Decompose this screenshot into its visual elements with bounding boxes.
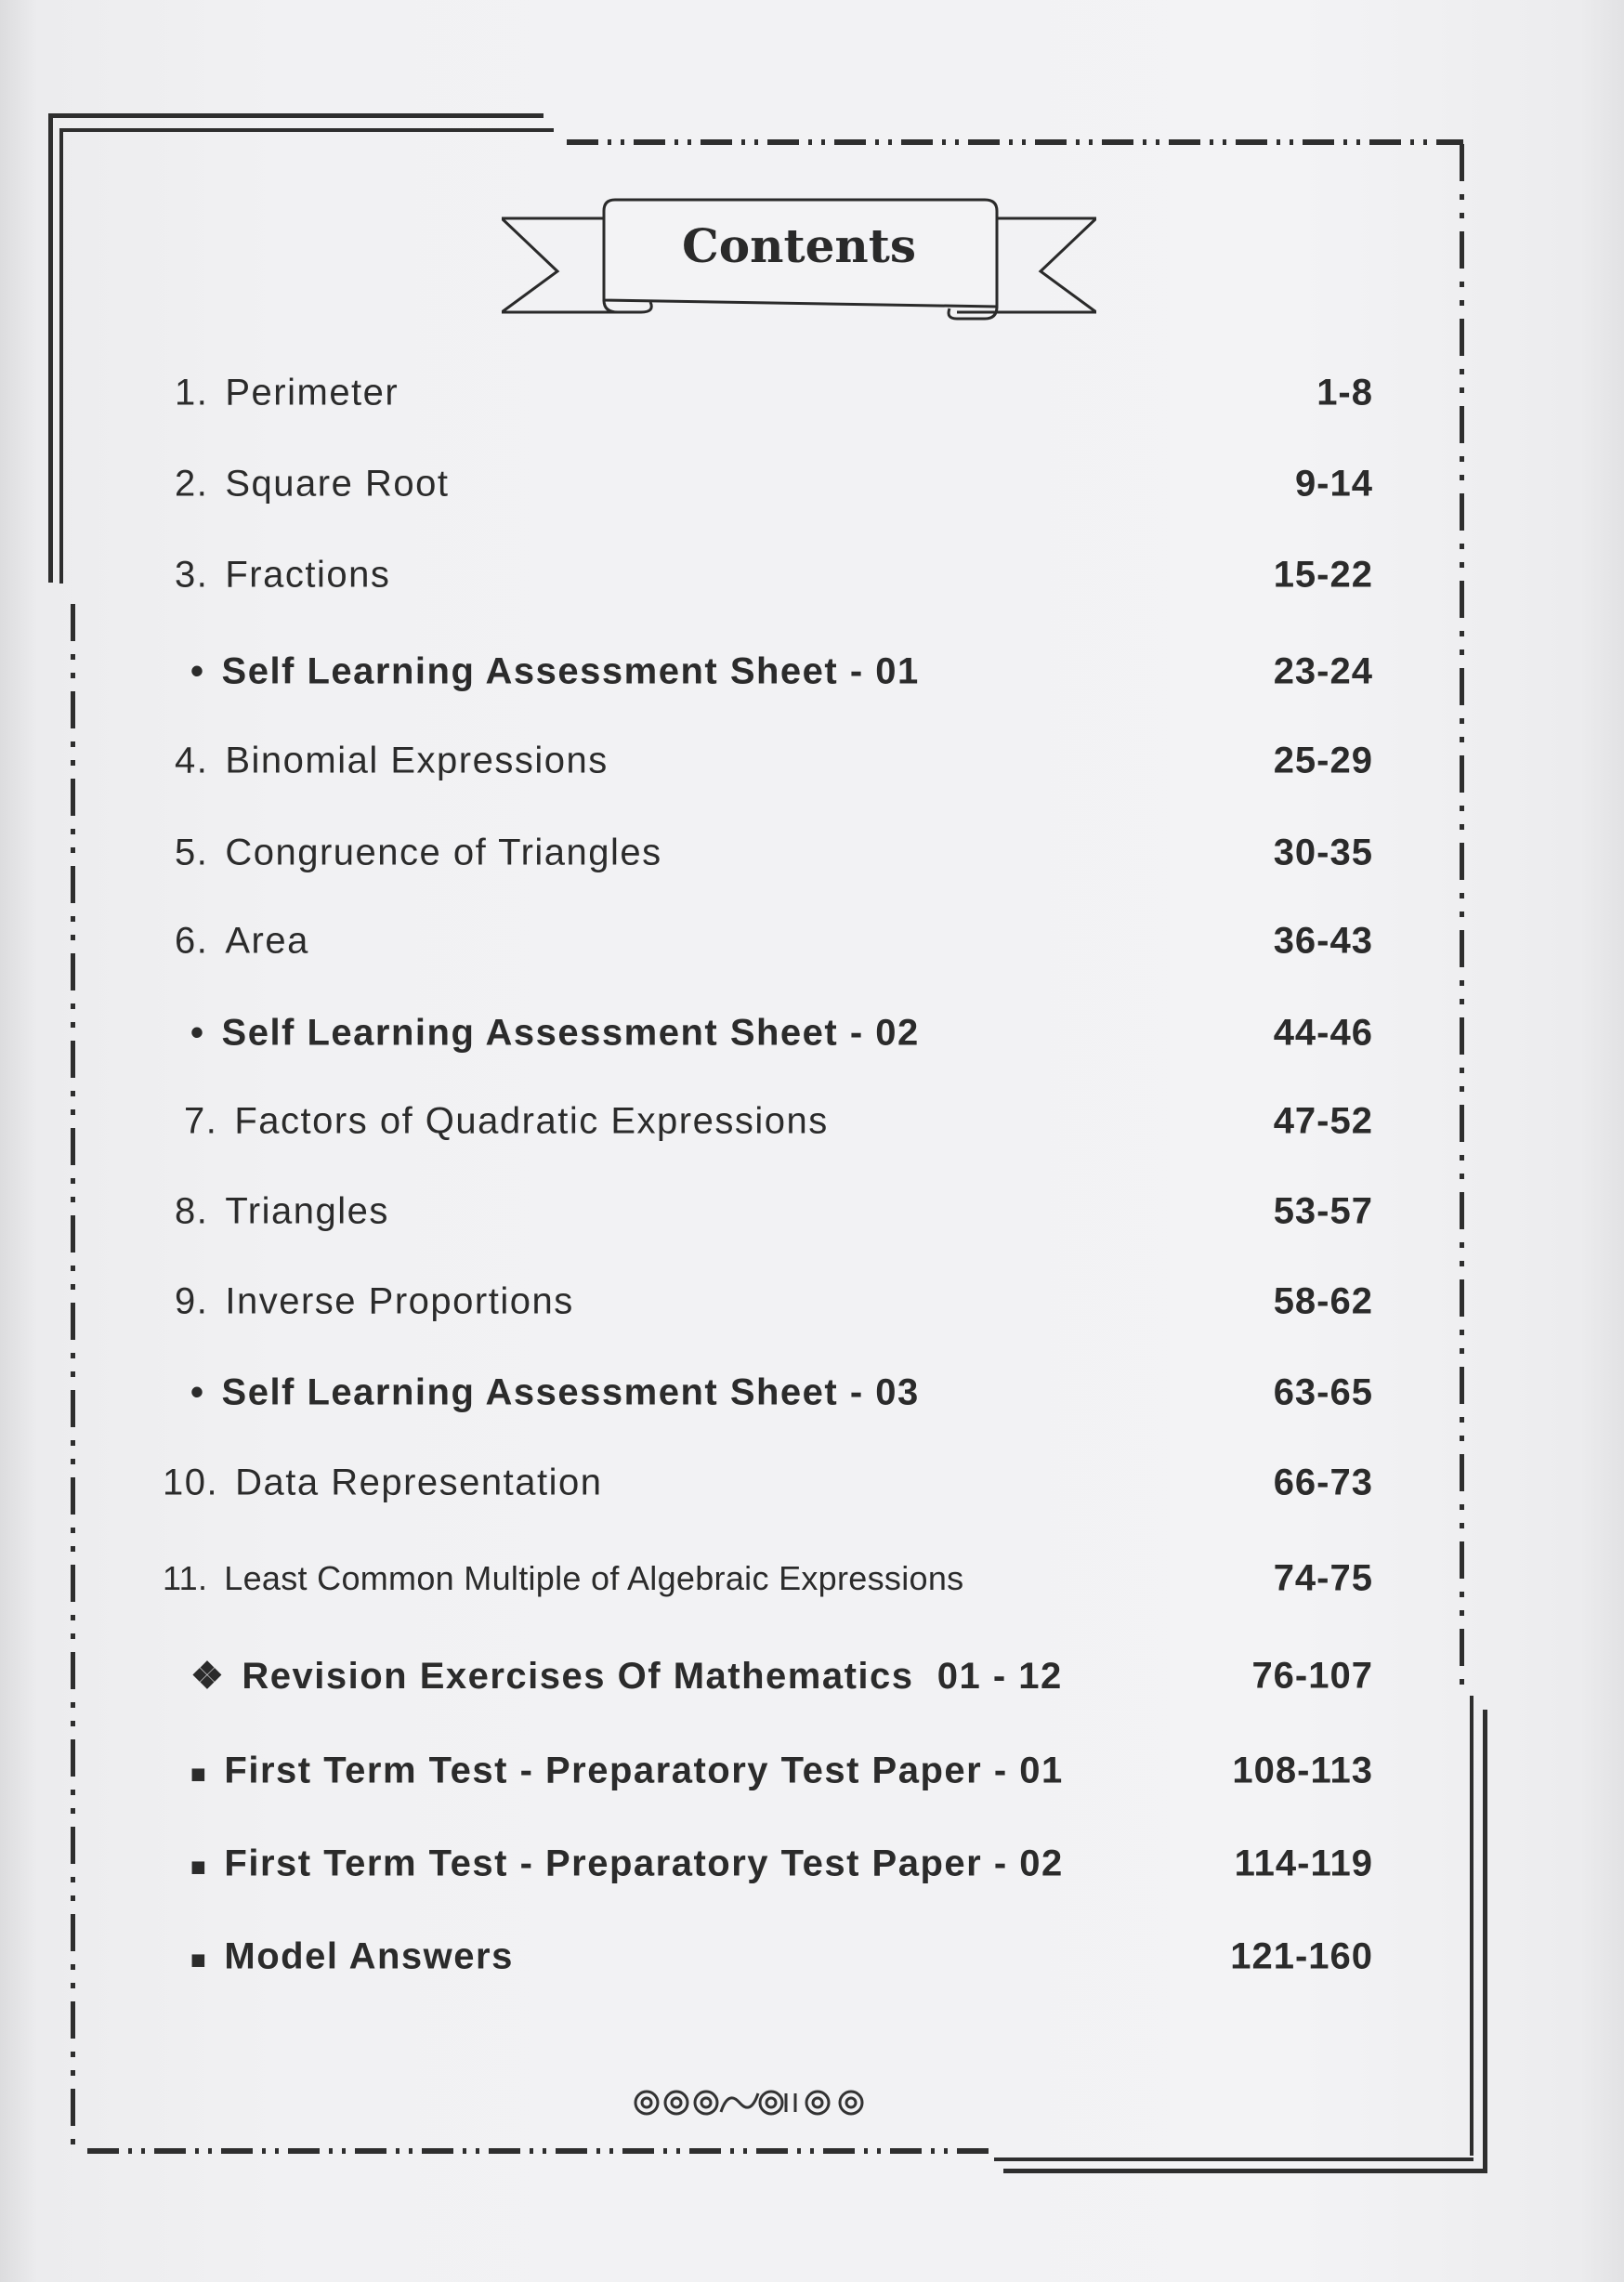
toc-entry-label: Square Root bbox=[225, 463, 450, 505]
chapter-number: 7. bbox=[184, 1100, 218, 1142]
frame-top-left-line-outer bbox=[51, 113, 544, 118]
toc-entry-pages: 25-29 bbox=[1273, 740, 1373, 781]
toc-entry-pages: 36-43 bbox=[1273, 920, 1373, 962]
chapter-number: 1. bbox=[175, 372, 209, 413]
toc-entry-label: Data Representation bbox=[235, 1462, 603, 1503]
toc-entry-title bbox=[175, 833, 662, 874]
toc-entry-label: First Term Test - Preparatory Test Paper - 02 bbox=[224, 1843, 1064, 1884]
bullet-icon: • bbox=[190, 1371, 205, 1413]
contents-banner bbox=[502, 190, 1096, 325]
toc-entry-label: Self Learning Assessment Sheet - 01 bbox=[221, 650, 920, 692]
toc-entry-pages: 74-75 bbox=[1273, 1557, 1373, 1599]
toc-entry-label: Fractions bbox=[225, 554, 391, 596]
toc-entry-title bbox=[190, 1372, 920, 1414]
toc-entry-pages: 121-160 bbox=[1230, 1935, 1373, 1977]
chapter-number: 2. bbox=[175, 463, 209, 505]
toc-entry-title bbox=[184, 1101, 829, 1143]
diamond-bullet-icon: ❖ bbox=[190, 1656, 226, 1697]
frame-top-dashed bbox=[567, 139, 1463, 145]
square-bullet-icon: ■ bbox=[190, 1759, 208, 1789]
toc-entry-pages: 47-52 bbox=[1273, 1100, 1373, 1142]
toc-entry-pages: 23-24 bbox=[1273, 650, 1373, 692]
toc-entry-label: Model Answers bbox=[224, 1935, 514, 1977]
toc-entry-pages: 9-14 bbox=[1294, 463, 1373, 505]
toc-entry-label: Area bbox=[225, 920, 309, 962]
toc-entry-pages: 76-107 bbox=[1251, 1655, 1373, 1697]
toc-entry-title bbox=[163, 1559, 963, 1598]
toc-entry-title bbox=[175, 741, 609, 782]
toc-entry-title bbox=[190, 1843, 1064, 1885]
frame-bottom-right-line-outer bbox=[1003, 2169, 1487, 2173]
toc-entry-label: First Term Test - Preparatory Test Paper - 01 bbox=[224, 1750, 1064, 1791]
chapter-number: 6. bbox=[175, 920, 209, 962]
bullet-icon: • bbox=[190, 1012, 205, 1054]
toc-entry-title bbox=[190, 1013, 920, 1055]
toc-entry-pages: 15-22 bbox=[1273, 554, 1373, 596]
toc-entry-title bbox=[175, 1191, 389, 1233]
toc-entry-pages: 114-119 bbox=[1234, 1843, 1373, 1884]
footer-ornament bbox=[632, 2086, 873, 2127]
frame-right-line-outer bbox=[1483, 1710, 1487, 2171]
toc-entry-title bbox=[190, 1751, 1064, 1792]
frame-left-line-outer bbox=[48, 113, 53, 583]
frame-left-line-inner bbox=[59, 128, 63, 584]
toc-entry-title bbox=[190, 1655, 1063, 1698]
toc-entry-pages: 63-65 bbox=[1273, 1371, 1373, 1413]
chapter-number: 3. bbox=[175, 554, 209, 596]
toc-entry-label: Binomial Expressions bbox=[225, 740, 609, 781]
scroll-ornament-icon bbox=[632, 2086, 873, 2119]
frame-left-dashed bbox=[71, 604, 75, 2151]
toc-entry-title bbox=[163, 1462, 603, 1504]
toc-entry-label: Triangles bbox=[225, 1190, 389, 1232]
toc-entry-label: Congruence of Triangles bbox=[225, 832, 662, 873]
toc-entry-pages: 44-46 bbox=[1273, 1012, 1373, 1054]
chapter-number: 5. bbox=[175, 832, 209, 873]
toc-entry-title bbox=[175, 464, 449, 505]
toc-entry-label: Revision Exercises Of Mathematics 01 - 12 bbox=[242, 1656, 1063, 1697]
toc-entry-title bbox=[175, 1281, 574, 1323]
toc-entry-pages: 58-62 bbox=[1273, 1280, 1373, 1322]
page-title: Contents bbox=[681, 218, 916, 273]
toc-entry-pages: 108-113 bbox=[1232, 1750, 1373, 1791]
square-bullet-icon: ■ bbox=[190, 1852, 208, 1882]
bullet-icon: • bbox=[190, 650, 205, 692]
frame-bottom-right-line-inner bbox=[994, 2157, 1473, 2161]
toc-entry-label: Self Learning Assessment Sheet - 03 bbox=[221, 1371, 920, 1413]
chapter-number: 8. bbox=[175, 1190, 209, 1232]
chapter-number: 4. bbox=[175, 740, 209, 781]
toc-entry-title bbox=[190, 1936, 514, 1978]
toc-entry-label: Perimeter bbox=[225, 372, 399, 413]
toc-entry-title bbox=[190, 651, 920, 693]
frame-right-dashed bbox=[1460, 144, 1464, 1686]
toc-entry-title bbox=[175, 555, 390, 597]
frame-top-left-line-inner bbox=[61, 128, 554, 132]
toc-entry-label: Least Common Multiple of Algebraic Expressions bbox=[224, 1559, 964, 1597]
chapter-number: 9. bbox=[175, 1280, 209, 1322]
frame-bottom-dashed bbox=[87, 2148, 993, 2154]
frame-right-line-inner bbox=[1470, 1696, 1473, 2156]
toc-entry-label: Inverse Proportions bbox=[225, 1280, 574, 1322]
toc-entry-pages: 30-35 bbox=[1273, 832, 1373, 873]
toc-entry-pages: 53-57 bbox=[1273, 1190, 1373, 1232]
toc-entry-pages: 1-8 bbox=[1316, 372, 1373, 413]
toc-entry-label: Factors of Quadratic Expressions bbox=[234, 1100, 829, 1142]
toc-entry-label: Self Learning Assessment Sheet - 02 bbox=[221, 1012, 920, 1054]
chapter-number: 11. bbox=[163, 1559, 208, 1597]
chapter-number: 10. bbox=[163, 1462, 219, 1503]
square-bullet-icon: ■ bbox=[190, 1945, 208, 1974]
toc-entry-pages: 66-73 bbox=[1273, 1462, 1373, 1503]
toc-entry-title bbox=[175, 373, 399, 414]
toc-entry-title bbox=[175, 921, 309, 963]
